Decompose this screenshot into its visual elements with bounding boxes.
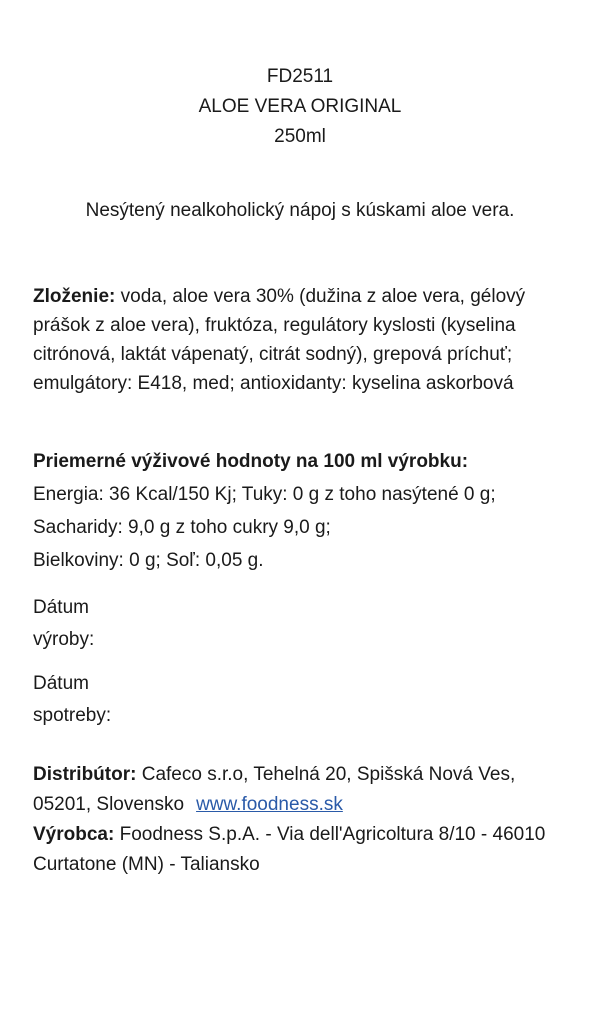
distributor-address-2: 05201, Slovensko bbox=[33, 794, 185, 815]
expiry-date-label-1: Dátum bbox=[33, 673, 89, 694]
ingredients-text-2: prášok z aloe vera), fruktóza, regulátory kyslosti (kyselina bbox=[33, 315, 516, 336]
nutrition-protein-salt: Bielkoviny: 0 g; Soľ: 0,05 g. bbox=[33, 550, 264, 571]
distributor-label: Distribútor: bbox=[33, 764, 137, 785]
nutrition-carbs: Sacharidy: 9,0 g z toho cukry 9,0 g; bbox=[33, 517, 331, 538]
website-link[interactable]: www.foodness.sk bbox=[196, 794, 343, 815]
ingredients-section bbox=[33, 282, 593, 398]
nutrition-heading: Priemerné výživové hodnoty na 100 ml výrobku: bbox=[33, 451, 469, 472]
production-date-label-2: výroby: bbox=[33, 629, 95, 650]
manufacturer-address-1: Foodness S.p.A. - Via dell'Agricoltura 8/10 - 46010 bbox=[114, 824, 546, 845]
production-date bbox=[33, 592, 593, 656]
product-description: Nesýtený nealkoholický nápoj s kúskami aloe vera. bbox=[85, 200, 515, 221]
product-code: FD2511 bbox=[266, 66, 334, 87]
manufacturer-label: Výrobca: bbox=[33, 824, 115, 845]
ingredients-label: Zloženie: bbox=[33, 286, 116, 307]
product-volume: 250ml bbox=[274, 126, 326, 147]
ingredients-text-3: citrónová, laktát vápenatý, citrát sodný), grepová príchuť; bbox=[33, 344, 513, 365]
ingredients-text-1: voda, aloe vera 30% (dužina z aloe vera, gélový bbox=[115, 286, 526, 307]
manufacturer-address-2: Curtatone (MN) - Taliansko bbox=[33, 854, 260, 875]
distributor-section bbox=[33, 760, 593, 820]
expiry-date bbox=[33, 668, 593, 732]
ingredients-text-4: emulgátory: E418, med; antioxidanty: kyselina askorbová bbox=[33, 373, 514, 394]
product-name: ALOE VERA ORIGINAL bbox=[198, 96, 402, 117]
nutrition-section bbox=[33, 445, 593, 577]
distributor-address-1: Cafeco s.r.o, Tehelná 20, Spišská Nová Ves, bbox=[136, 764, 516, 785]
label-header bbox=[0, 62, 600, 152]
expiry-date-label-2: spotreby: bbox=[33, 705, 112, 726]
manufacturer-section bbox=[33, 820, 593, 880]
nutrition-energy-fat: Energia: 36 Kcal/150 Kj; Tuky: 0 g z toho nasýtené 0 g; bbox=[33, 484, 496, 505]
production-date-label-1: Dátum bbox=[33, 597, 89, 618]
